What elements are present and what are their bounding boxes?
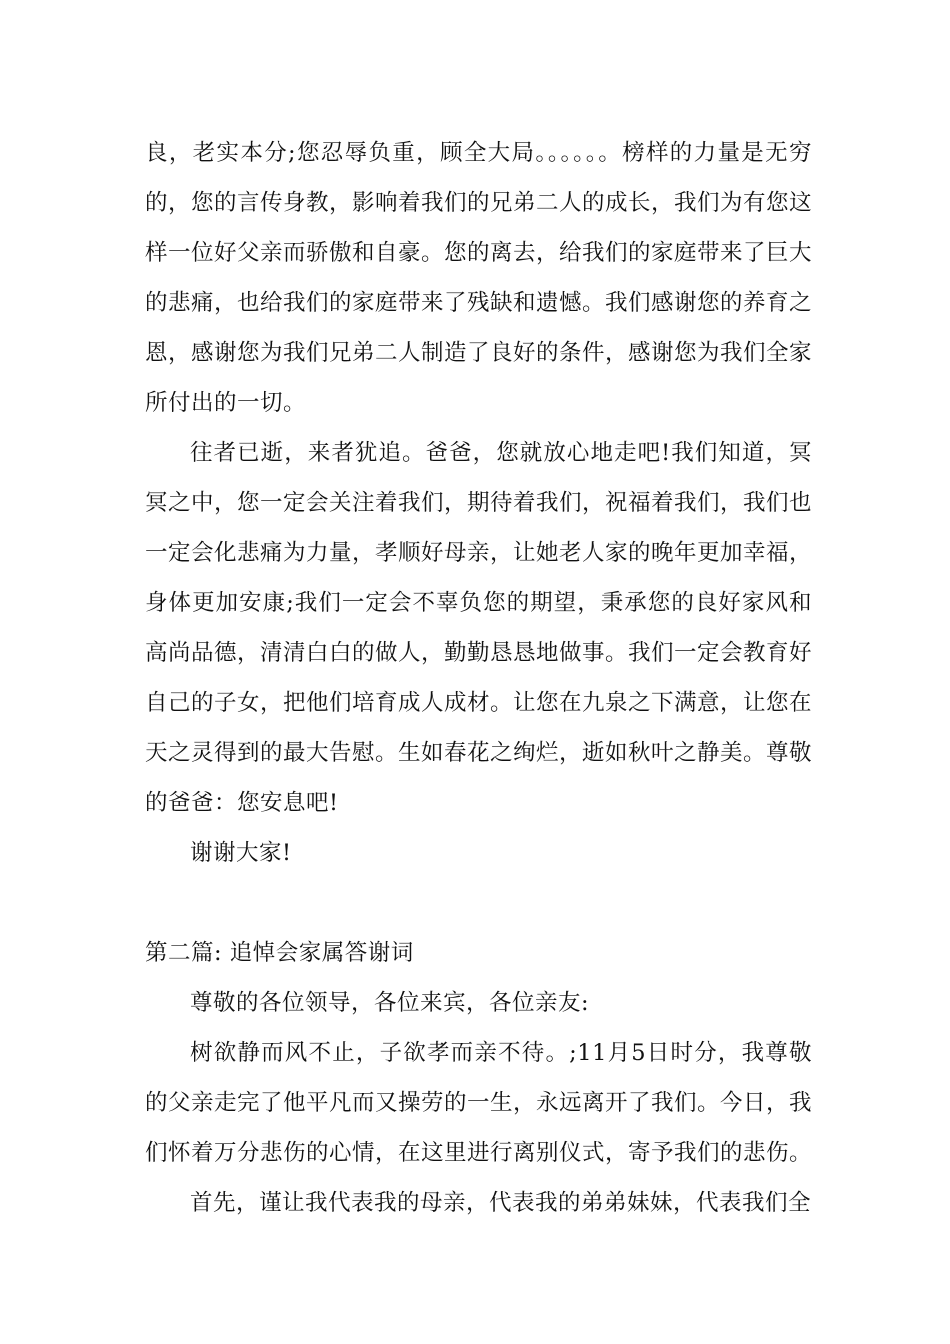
paragraph-salutation: 尊敬的各位领导，各位来宾，各位亲友: xyxy=(190,990,590,1016)
paragraph-first: 首先，谨让我代表我的母亲，代表我的弟弟妹妹，代表我们全 xyxy=(190,1190,812,1216)
paragraph-opening: 树欲静而风不止，子欲孝而亲不待。;11月5日时分，我尊敬的父亲走完了他平凡而又操劳的一生，永远离开了我们。今日，我们怀着万分悲伤的心情，在这里进行离别仪式，寄予我们的悲伤。 xyxy=(145,1040,813,1166)
paragraph-farewell: 往者已逝，来者犹追。爸爸，您就放心地走吧!我们知道，冥冥之中，您一定会关注着我们，期待着我们，祝福着我们，我们也一定会化悲痛为力量，孝顺好母亲，让她老人家的晚年更加幸福，身体更加安康;我们一定会不辜负您的期望，秉承您的良好家风和高尚品德，清清白白的做人，勤勤恳恳地做事。我们一定会教育好自己的子女，把他们培育成人成材。让您在九泉之下满意，让您在天之灵得到的最大告慰。生如春花之绚烂，逝如秋叶之静美。尊敬的爸爸：您安息吧! xyxy=(145,440,813,816)
paragraph-thanks: 谢谢大家! xyxy=(190,840,292,866)
paragraph-continued: 良，老实本分;您忍辱负重，顾全大局。。。。。。榜样的力量是无穷的，您的言传身教，影响着我们的兄弟二人的成长，我们为有您这样一位好父亲而骄傲和自豪。您的离去，给我们的家庭带来了巨大的悲痛，也给我们的家庭带来了残缺和遗憾。我们感谢您的养育之恩，感谢您为我们兄弟二人制造了良好的条件，感谢您为我们全家所付出的一切。 xyxy=(145,140,813,416)
section-heading: 第二篇: 追悼会家属答谢词 xyxy=(145,940,414,966)
